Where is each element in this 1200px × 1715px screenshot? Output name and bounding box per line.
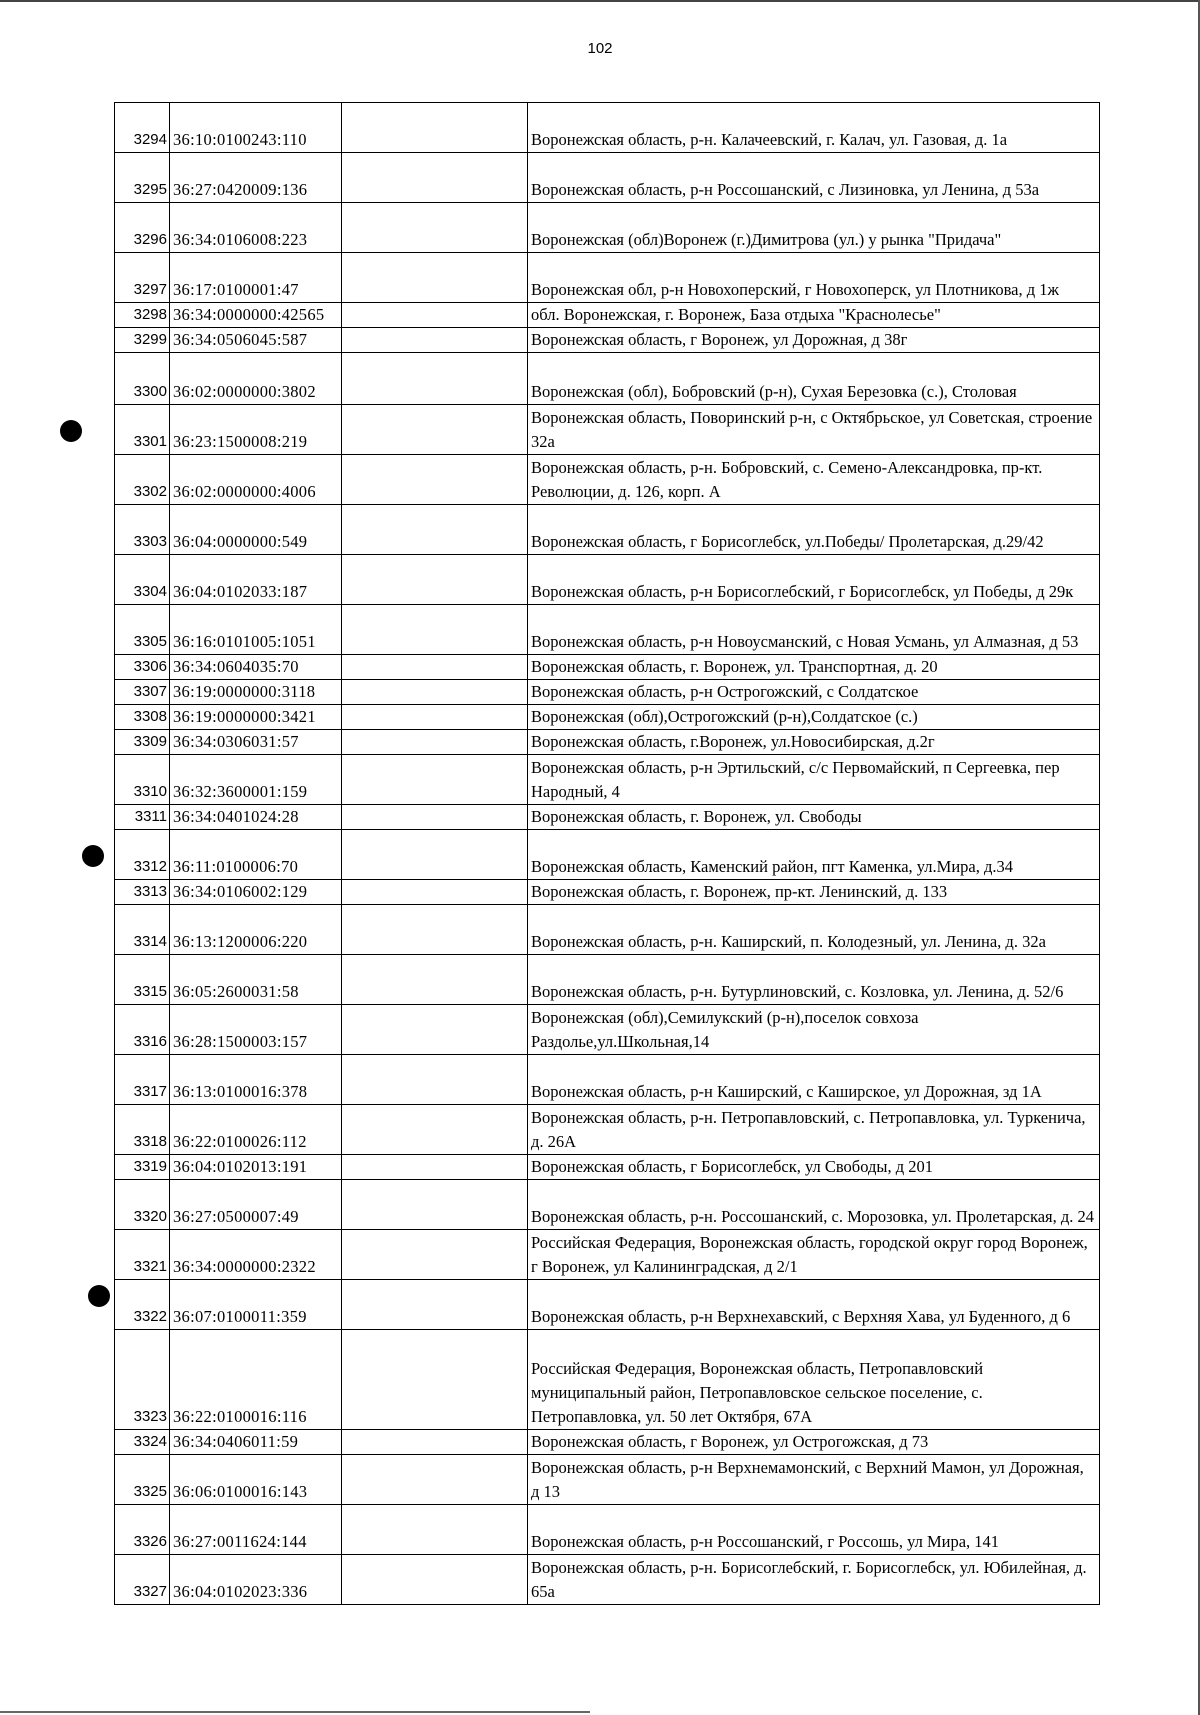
address-cell: Воронежская область, р-н Острогожский, с Солдатское	[528, 680, 1100, 705]
cadastral-number-cell: 36:16:0101005:1051	[170, 605, 342, 655]
blank-cell	[342, 830, 528, 880]
blank-cell	[342, 1505, 528, 1555]
cadastral-number-cell: 36:17:0100001:47	[170, 253, 342, 303]
cadastral-number-cell: 36:34:0106002:129	[170, 880, 342, 905]
row-number-cell: 3301	[115, 405, 170, 455]
blank-cell	[342, 1430, 528, 1455]
address-cell: Воронежская область, р-н Новоусманский, с Новая Усмань, ул Алмазная, д 53	[528, 605, 1100, 655]
table-row	[115, 1330, 1100, 1430]
address-cell: Воронежская область, г Воронеж, ул Острогожская, д 73	[528, 1430, 1100, 1455]
table-row	[115, 730, 1100, 755]
address-cell: Воронежская область, р-н Эртильский, с/с Первомайский, п Сергеевка, пер Народный, 4	[528, 755, 1100, 805]
row-number-cell: 3326	[115, 1505, 170, 1555]
cadastral-number-cell: 36:04:0102023:336	[170, 1555, 342, 1605]
table-row	[115, 755, 1100, 805]
table-row	[115, 605, 1100, 655]
table-row	[115, 505, 1100, 555]
table-row	[115, 1455, 1100, 1505]
blank-cell	[342, 1230, 528, 1280]
address-cell: Воронежская область, р-н Борисоглебский, г Борисоглебск, ул Победы, д 29к	[528, 555, 1100, 605]
address-cell: Воронежская (обл),Острогожский (р-н),Солдатское (с.)	[528, 705, 1100, 730]
blank-cell	[342, 1005, 528, 1055]
blank-cell	[342, 405, 528, 455]
blank-cell	[342, 730, 528, 755]
address-cell: Воронежская обл, р-н Новохоперский, г Новохоперск, ул Плотникова, д 1ж	[528, 253, 1100, 303]
row-number-cell: 3313	[115, 880, 170, 905]
table-row	[115, 303, 1100, 328]
cadastral-number-cell: 36:32:3600001:159	[170, 755, 342, 805]
row-number-cell: 3298	[115, 303, 170, 328]
address-cell: Воронежская (обл), Бобровский (р-н), Сухая Березовка (с.), Столовая	[528, 353, 1100, 405]
address-cell: Воронежская область, р-н. Бобровский, с. Семено-Александровка, пр-кт. Революции, д. 126, корп. А	[528, 455, 1100, 505]
cadastral-number-cell: 36:02:0000000:4006	[170, 455, 342, 505]
row-number-cell: 3307	[115, 680, 170, 705]
blank-cell	[342, 1555, 528, 1605]
page-number: 102	[587, 40, 613, 57]
row-number-cell: 3312	[115, 830, 170, 880]
address-cell: Воронежская область, р-н. Бутурлиновский, с. Козловка, ул. Ленина, д. 52/6	[528, 955, 1100, 1005]
address-cell: Воронежская область, Поворинский р-н, с Октябрьское, ул Советская, строение 32а	[528, 405, 1100, 455]
property-register-table	[114, 102, 1100, 1605]
cadastral-number-cell: 36:19:0000000:3421	[170, 705, 342, 730]
row-number-cell: 3302	[115, 455, 170, 505]
table-row	[115, 705, 1100, 730]
cadastral-number-cell: 36:27:0011624:144	[170, 1505, 342, 1555]
cadastral-number-cell: 36:06:0100016:143	[170, 1455, 342, 1505]
cadastral-number-cell: 36:22:0100016:116	[170, 1330, 342, 1430]
table-row	[115, 1230, 1100, 1280]
cadastral-number-cell: 36:04:0102033:187	[170, 555, 342, 605]
cadastral-number-cell: 36:27:0420009:136	[170, 153, 342, 203]
address-cell: Воронежская область, г Борисоглебск, ул Свободы, д 201	[528, 1155, 1100, 1180]
blank-cell	[342, 253, 528, 303]
row-number-cell: 3297	[115, 253, 170, 303]
address-cell: Воронежская область, р-н. Каширский, п. Колодезный, ул. Ленина, д. 32а	[528, 905, 1100, 955]
cadastral-number-cell: 36:11:0100006:70	[170, 830, 342, 880]
table-row	[115, 1505, 1100, 1555]
blank-cell	[342, 905, 528, 955]
row-number-cell: 3316	[115, 1005, 170, 1055]
row-number-cell: 3305	[115, 605, 170, 655]
cadastral-number-cell: 36:34:0000000:2322	[170, 1230, 342, 1280]
blank-cell	[342, 1155, 528, 1180]
address-cell: Воронежская область, г. Воронеж, ул. Транспортная, д. 20	[528, 655, 1100, 680]
table-row	[115, 153, 1100, 203]
blank-cell	[342, 755, 528, 805]
table-row	[115, 353, 1100, 405]
table-row	[115, 905, 1100, 955]
page-edge-bottom	[0, 1711, 590, 1713]
cadastral-number-cell: 36:34:0000000:42565	[170, 303, 342, 328]
table-row	[115, 405, 1100, 455]
address-cell: Воронежская область, г. Воронеж, ул. Свободы	[528, 805, 1100, 830]
table-row	[115, 680, 1100, 705]
table-row	[115, 455, 1100, 505]
table-row	[115, 1555, 1100, 1605]
row-number-cell: 3315	[115, 955, 170, 1005]
address-cell: Воронежская область, г Борисоглебск, ул.Победы/ Пролетарская, д.29/42	[528, 505, 1100, 555]
table-row	[115, 555, 1100, 605]
address-cell: Воронежская область, р-н. Борисоглебский, г. Борисоглебск, ул. Юбилейная, д. 65а	[528, 1555, 1100, 1605]
row-number-cell: 3303	[115, 505, 170, 555]
row-number-cell: 3321	[115, 1230, 170, 1280]
cadastral-number-cell: 36:22:0100026:112	[170, 1105, 342, 1155]
row-number-cell: 3322	[115, 1280, 170, 1330]
table-row	[115, 1055, 1100, 1105]
cadastral-number-cell: 36:34:0306031:57	[170, 730, 342, 755]
table-body	[115, 103, 1100, 1605]
blank-cell	[342, 1330, 528, 1430]
row-number-cell: 3311	[115, 805, 170, 830]
blank-cell	[342, 705, 528, 730]
row-number-cell: 3294	[115, 103, 170, 153]
blank-cell	[342, 605, 528, 655]
cadastral-number-cell: 36:04:0000000:549	[170, 505, 342, 555]
punch-hole-mark	[88, 1285, 110, 1307]
row-number-cell: 3304	[115, 555, 170, 605]
row-number-cell: 3310	[115, 755, 170, 805]
cadastral-number-cell: 36:27:0500007:49	[170, 1180, 342, 1230]
blank-cell	[342, 455, 528, 505]
address-cell: Воронежская область, р-н. Калачеевский, г. Калач, ул. Газовая, д. 1а	[528, 103, 1100, 153]
blank-cell	[342, 353, 528, 405]
address-cell: Воронежская (обл),Семилукский (р-н),поселок совхоза Раздолье,ул.Школьная,14	[528, 1005, 1100, 1055]
blank-cell	[342, 655, 528, 680]
blank-cell	[342, 505, 528, 555]
row-number-cell: 3318	[115, 1105, 170, 1155]
cadastral-number-cell: 36:34:0401024:28	[170, 805, 342, 830]
cadastral-number-cell: 36:34:0604035:70	[170, 655, 342, 680]
blank-cell	[342, 1055, 528, 1105]
blank-cell	[342, 203, 528, 253]
address-cell: Воронежская область, р-н. Россошанский, с. Морозовка, ул. Пролетарская, д. 24	[528, 1180, 1100, 1230]
address-cell: Воронежская область, г.Воронеж, ул.Новосибирская, д.2г	[528, 730, 1100, 755]
blank-cell	[342, 303, 528, 328]
cadastral-number-cell: 36:23:1500008:219	[170, 405, 342, 455]
page-edge-top	[0, 0, 1200, 2]
address-cell: Воронежская область, Каменский район, пгт Каменка, ул.Мира, д.34	[528, 830, 1100, 880]
table-row	[115, 955, 1100, 1005]
blank-cell	[342, 955, 528, 1005]
address-cell: Российская Федерация, Воронежская область, Петропавловский муниципальный район, Петропавловское сельское поселение, с. Петропавловка, ул. 50 лет Октября, 67А	[528, 1330, 1100, 1430]
address-cell: Воронежская (обл)Воронеж (г.)Димитрова (ул.) у рынка "Придача"	[528, 203, 1100, 253]
address-cell: Воронежская область, р-н Верхнемамонский, с Верхний Мамон, ул Дорожная, д 13	[528, 1455, 1100, 1505]
blank-cell	[342, 555, 528, 605]
row-number-cell: 3309	[115, 730, 170, 755]
table-row	[115, 805, 1100, 830]
table-row	[115, 328, 1100, 353]
cadastral-number-cell: 36:02:0000000:3802	[170, 353, 342, 405]
address-cell: Воронежская область, р-н Россошанский, с Лизиновка, ул Ленина, д 53а	[528, 153, 1100, 203]
row-number-cell: 3324	[115, 1430, 170, 1455]
table-row	[115, 1430, 1100, 1455]
table-row	[115, 830, 1100, 880]
row-number-cell: 3296	[115, 203, 170, 253]
cadastral-number-cell: 36:34:0106008:223	[170, 203, 342, 253]
table-row	[115, 1180, 1100, 1230]
address-cell: Воронежская область, р-н. Петропавловский, с. Петропавловка, ул. Туркенича, д. 26А	[528, 1105, 1100, 1155]
punch-hole-mark	[82, 845, 104, 867]
table-row	[115, 103, 1100, 153]
address-cell: Воронежская область, р-н Верхнехавский, с Верхняя Хава, ул Буденного, д 6	[528, 1280, 1100, 1330]
row-number-cell: 3308	[115, 705, 170, 730]
address-cell: Воронежская область, г. Воронеж, пр-кт. Ленинский, д. 133	[528, 880, 1100, 905]
blank-cell	[342, 1105, 528, 1155]
address-cell: Российская Федерация, Воронежская область, городской округ город Воронеж, г Воронеж, ул Калининградская, д 2/1	[528, 1230, 1100, 1280]
cadastral-number-cell: 36:10:0100243:110	[170, 103, 342, 153]
table-row	[115, 1005, 1100, 1055]
cadastral-number-cell: 36:13:0100016:378	[170, 1055, 342, 1105]
table-row	[115, 1105, 1100, 1155]
table-row	[115, 1155, 1100, 1180]
cadastral-number-cell: 36:13:1200006:220	[170, 905, 342, 955]
table-row	[115, 1280, 1100, 1330]
address-cell: Воронежская область, р-н Россошанский, г Россошь, ул Мира, 141	[528, 1505, 1100, 1555]
row-number-cell: 3319	[115, 1155, 170, 1180]
cadastral-number-cell: 36:19:0000000:3118	[170, 680, 342, 705]
blank-cell	[342, 1180, 528, 1230]
cadastral-number-cell: 36:34:0506045:587	[170, 328, 342, 353]
blank-cell	[342, 880, 528, 905]
cadastral-number-cell: 36:28:1500003:157	[170, 1005, 342, 1055]
row-number-cell: 3320	[115, 1180, 170, 1230]
address-cell: Воронежская область, р-н Каширский, с Каширское, ул Дорожная, зд 1А	[528, 1055, 1100, 1105]
blank-cell	[342, 103, 528, 153]
blank-cell	[342, 1280, 528, 1330]
row-number-cell: 3295	[115, 153, 170, 203]
cadastral-number-cell: 36:07:0100011:359	[170, 1280, 342, 1330]
address-cell: Воронежская область, г Воронеж, ул Дорожная, д 38г	[528, 328, 1100, 353]
row-number-cell: 3327	[115, 1555, 170, 1605]
blank-cell	[342, 153, 528, 203]
address-cell: обл. Воронежская, г. Воронеж, База отдыха "Краснолесье"	[528, 303, 1100, 328]
blank-cell	[342, 1455, 528, 1505]
blank-cell	[342, 805, 528, 830]
row-number-cell: 3306	[115, 655, 170, 680]
table-row	[115, 253, 1100, 303]
blank-cell	[342, 328, 528, 353]
table-row	[115, 655, 1100, 680]
cadastral-number-cell: 36:05:2600031:58	[170, 955, 342, 1005]
row-number-cell: 3299	[115, 328, 170, 353]
cadastral-number-cell: 36:34:0406011:59	[170, 1430, 342, 1455]
punch-hole-mark	[60, 420, 82, 442]
row-number-cell: 3317	[115, 1055, 170, 1105]
table-row	[115, 203, 1100, 253]
row-number-cell: 3325	[115, 1455, 170, 1505]
table-row	[115, 880, 1100, 905]
blank-cell	[342, 680, 528, 705]
row-number-cell: 3323	[115, 1330, 170, 1430]
row-number-cell: 3300	[115, 353, 170, 405]
row-number-cell: 3314	[115, 905, 170, 955]
cadastral-number-cell: 36:04:0102013:191	[170, 1155, 342, 1180]
